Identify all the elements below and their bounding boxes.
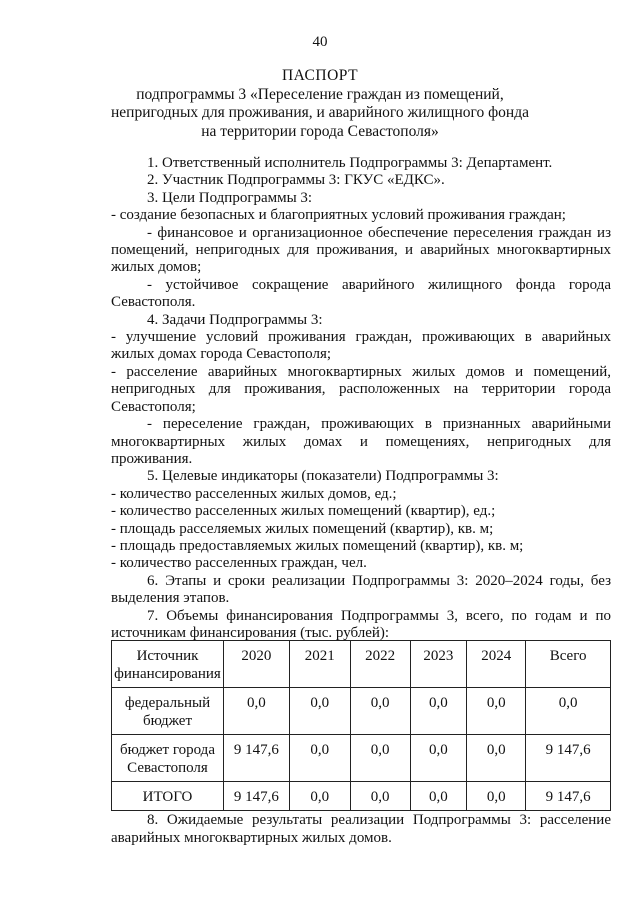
table-cell: 0,0 xyxy=(289,688,350,735)
table-total-row xyxy=(112,782,611,811)
table-header-cell: 2021 xyxy=(289,641,350,688)
table-header-cell: 2023 xyxy=(410,641,467,688)
task-item: - улучшение условий проживания граждан, проживающих в аварийных жилых домах города Севастополя; xyxy=(111,329,611,363)
table-header-cell: Источник финансирования xyxy=(112,641,224,688)
table-header-row xyxy=(112,641,611,688)
table-cell: 0,0 xyxy=(467,735,526,782)
table-cell: федеральный бюджет xyxy=(112,688,224,735)
title-main: ПАСПОРТ xyxy=(281,67,359,84)
table-row xyxy=(112,688,611,735)
table-cell: 0,0 xyxy=(289,782,350,811)
table-cell: ИТОГО xyxy=(112,782,224,811)
table-cell: 0,0 xyxy=(410,735,467,782)
indicator-item: - количество расселенных жилых помещений (квартир), ед.; xyxy=(111,503,496,520)
goal-item: - финансовое и организационное обеспечение переселения граждан из помещений, непригодных для проживания, и аварийных многоквартирных жилых домов; xyxy=(111,224,611,276)
table-header-cell: Всего xyxy=(526,641,611,688)
goals-heading: 3. Цели Подпрограммы 3: xyxy=(147,189,313,206)
page-number: 40 xyxy=(312,34,328,50)
table-cell: 0,0 xyxy=(410,688,467,735)
table-cell: 9 147,6 xyxy=(526,735,611,782)
table-cell: 9 147,6 xyxy=(223,782,289,811)
passport-body xyxy=(111,155,611,642)
indicator-item: - количество расселенных жилых домов, ед.; xyxy=(111,485,397,502)
table-cell: 0,0 xyxy=(289,735,350,782)
table-cell: 9 147,6 xyxy=(223,735,289,782)
table-cell: 0,0 xyxy=(350,782,410,811)
title-line: на территории города Севастополя» xyxy=(201,122,439,140)
table-cell: бюджет города Севастополя xyxy=(112,735,224,782)
table-cell: 0,0 xyxy=(467,782,526,811)
table-cell: 0,0 xyxy=(526,688,611,735)
participant: 2. Участник Подпрограммы 3: ГКУС «ЕДКС». xyxy=(147,172,445,189)
table-row xyxy=(112,735,611,782)
goal-item: - устойчивое сокращение аварийного жилищного фонда города Севастополя. xyxy=(111,276,611,311)
table-header-cell: 2024 xyxy=(467,641,526,688)
title-line: непригодных для проживания, и аварийного жилищного фонда xyxy=(110,104,529,121)
goal-item: - создание безопасных и благоприятных условий проживания граждан; xyxy=(111,207,566,224)
indicator-item: - площадь предоставляемых жилых помещений (квартир), кв. м; xyxy=(111,537,524,554)
table-cell: 9 147,6 xyxy=(526,782,611,811)
funding-heading: 7. Объемы финансирования Подпрограммы 3, всего, по годам и по источникам финансирования (тыс. рублей): xyxy=(111,607,611,641)
responsible-executor: 1. Ответственный исполнитель Подпрограммы 3: Департамент. xyxy=(147,155,553,171)
table-cell: 0,0 xyxy=(410,782,467,811)
funding-table xyxy=(111,640,611,811)
table-header-cell: 2022 xyxy=(350,641,410,688)
document-title xyxy=(0,67,640,141)
expected-results: 8. Ожидаемые результаты реализации Подпрограммы 3: расселение аварийных многоквартирных жилых домов. xyxy=(111,812,611,846)
table-cell: 0,0 xyxy=(467,688,526,735)
title-line: подпрограммы 3 «Переселение граждан из помещений, xyxy=(136,85,504,103)
table-cell: 0,0 xyxy=(350,688,410,735)
task-item: - расселение аварийных многоквартирных жилых домов и помещений, непригодных для проживания, расположенных на территории города Севастополя; xyxy=(111,363,611,415)
indicator-item: - площадь расселяемых жилых помещений (квартир), кв. м; xyxy=(111,520,494,537)
table-cell: 0,0 xyxy=(350,735,410,782)
tasks-heading: 4. Задачи Подпрограммы 3: xyxy=(147,311,323,328)
task-item: - переселение граждан, проживающих в признанных аварийными многоквартирных жилых домах и помещениях, непригодных для проживания. xyxy=(111,416,611,467)
stages-timing: 6. Этапы и сроки реализации Подпрограммы 3: 2020–2024 годы, без выделения этапов. xyxy=(111,572,611,607)
indicators-heading: 5. Целевые индикаторы (показатели) Подпрограммы 3: xyxy=(147,468,499,485)
table-cell: 0,0 xyxy=(223,688,289,735)
table-header-cell: 2020 xyxy=(223,641,289,688)
indicator-item: - количество расселенных граждан, чел. xyxy=(111,555,367,572)
